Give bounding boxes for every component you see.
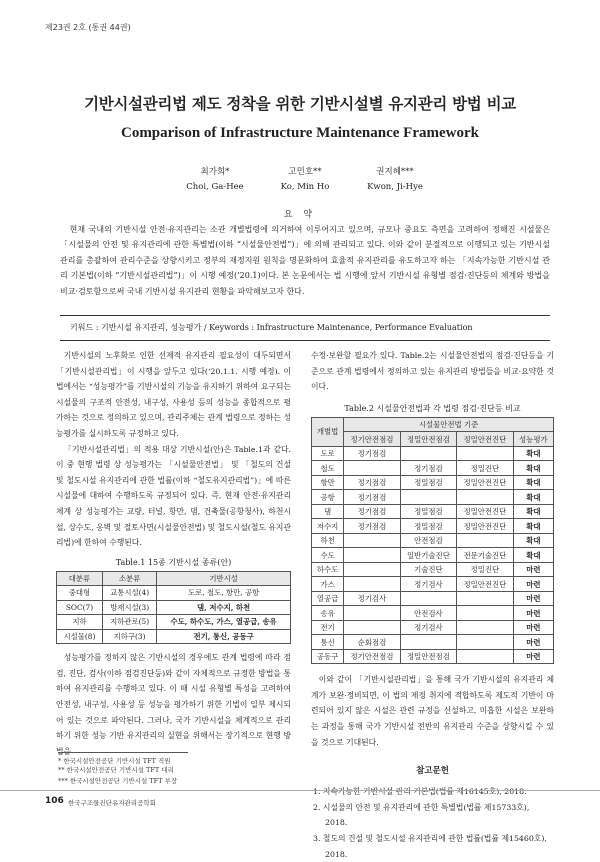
- table-cell: 확대: [513, 461, 553, 476]
- table-cell: 확대: [513, 490, 553, 505]
- table-cell: 마련: [513, 620, 553, 635]
- table-cell: 순회점검: [344, 635, 400, 650]
- table-cell: 마련: [513, 635, 553, 650]
- table-row: [57, 586, 291, 601]
- table-cell: 중대형: [57, 586, 103, 601]
- table-cell: 공동구: [312, 649, 344, 664]
- table-cell: 공항: [312, 490, 344, 505]
- table-row: [312, 649, 554, 664]
- table-row: [312, 620, 554, 635]
- abstract-text: 현재 국내의 기반시설 안전·유지관리는 소관 개별법령에 의거하여 이루어지고 있으며, 규모나 중요도 측면을 고려하여 정해진 시설물은 「시설물의 안전 및 유지관리에 관한 특별법(이하 “시설물안전법”)」에 의해 관리되고 있다. 이와 같이 분절적으로 이행되고 있는 기반시설 관리를 총괄하여 관리수준을 상향시키고 정부의 재정지원 원칙을 명문화하여 효율적 유지관리를 유도하고자 하는 「지속가능한 기반시설 관리 기본법(이하 “기반시설관리법”)」이 시행 예정(‘20.1)이다. 본 논문에서는 법 시행에 앞서 기반시설 유형별 점검·진단등의 체계와 방법을 비교·검토함으로써 국내 기반시설 유지관리 현황을 파악해보고자 한다.: [60, 225, 550, 296]
- table-cell: 마련: [513, 577, 553, 592]
- table-row: [57, 600, 291, 615]
- table2-header: 정밀안전점검: [400, 432, 456, 447]
- footnote: * 한국시설안전공단 기반시설 TFT 직원: [58, 752, 188, 765]
- table-cell: 안전검사: [400, 606, 456, 621]
- table-cell: 마련: [513, 562, 553, 577]
- reference-item: 2. 시설물의 안전 및 유지관리에 관한 특별법(법률 제15733호), 2018.: [313, 802, 530, 828]
- table-cell: 댐: [312, 504, 344, 519]
- table-row: [312, 635, 554, 650]
- table-cell: 마련: [513, 649, 553, 664]
- footnote: ** 한국시설안전공단 기반시설 TFT 대리: [58, 766, 174, 774]
- table-cell: 정기점검: [400, 461, 456, 476]
- table-row: [312, 606, 554, 621]
- paragraph: 이와 같이 「기반시설관리법」을 통해 국가 기반시설의 유지관리 체계가 보완·정비되면, 이 법의 제정 취지에 적합하도록 제도적 기반이 마련되어 있지 않은 시설은 관련 규정을 신설하고, 미흡한 시설은 보완하는 과정을 통해 국가 기반시설 전반의 유지관리 수준을 상향시킬 수 있을 것으로 기대된다.: [311, 675, 554, 747]
- table-cell: 지하: [57, 615, 103, 630]
- table-cell: 정기점검: [344, 504, 400, 519]
- page-number: 106: [45, 796, 64, 806]
- table-cell: 방재시설(3): [102, 600, 156, 615]
- table-cell: [400, 446, 456, 461]
- table-cell: SOC(7): [57, 600, 103, 615]
- table-cell: 정밀점검: [400, 519, 456, 534]
- table-cell: 정기검사: [344, 591, 400, 606]
- table-cell: 정기점검: [344, 446, 400, 461]
- table-cell: [457, 490, 513, 505]
- table-cell: 도로, 철도, 항만, 공항: [157, 586, 291, 601]
- table-cell: 정밀안전진단: [457, 577, 513, 592]
- table-cell: 정기점검: [344, 475, 400, 490]
- table-cell: 지하구(3): [102, 629, 156, 644]
- table-row: [312, 591, 554, 606]
- table-cell: 전기: [312, 620, 344, 635]
- table-cell: 도로: [312, 446, 344, 461]
- author-name-en: Kwon, Ji-Hye: [367, 182, 423, 192]
- reference-item: 3. 철도의 건설 및 철도시설 유지관리에 관한 법률(법률 제15460호), 2018.: [313, 834, 547, 859]
- footer-divider: [0, 790, 600, 791]
- table-cell: 정밀점검: [400, 475, 456, 490]
- table1-header: 기반시설: [157, 571, 291, 586]
- table-cell: 시설물(8): [57, 629, 103, 644]
- table-cell: 정기안전점검: [344, 649, 400, 664]
- title-korean: 기반시설관리법 제도 정착을 위한 기반시설별 유지관리 방법 비교: [84, 94, 516, 113]
- table-cell: [457, 649, 513, 664]
- table-cell: 정기검사: [400, 620, 456, 635]
- table-cell: 수도: [312, 548, 344, 563]
- table-cell: [457, 591, 513, 606]
- table-cell: 전문기술진단: [457, 548, 513, 563]
- table-row: [312, 504, 554, 519]
- table-cell: 정밀안전진단: [457, 519, 513, 534]
- table-row: [312, 446, 554, 461]
- table1-header: 대분류: [57, 571, 103, 586]
- table-cell: 항만: [312, 475, 344, 490]
- table2-caption: Table.2 시설물안전법과 각 법령 점검·진단등 비교: [344, 403, 521, 413]
- table1-caption: Table.1 15종 기반시설 종류(안): [115, 557, 232, 567]
- table2-header: 개별법: [312, 417, 344, 446]
- reference-item: 1. 지속가능한 기반시설 관리 기본법(법률 제16145호), 2018.: [313, 787, 527, 797]
- table-row: [312, 577, 554, 592]
- table-cell: 통신: [312, 635, 344, 650]
- table-cell: [400, 635, 456, 650]
- paragraph: 수정·보완할 필요가 있다. Table.2는 시설물안전법의 점검·진단등을 기준으로 관계 법령에서 정의하고 있는 유지관리 방법들을 비교·요약한 것이다.: [311, 351, 554, 392]
- table-cell: 하천: [312, 533, 344, 548]
- table-cell: 정밀진단: [457, 461, 513, 476]
- paragraph: 기반시설의 노후화로 인한 선제적 유지관리 필요성이 대두되면서 「기반시설관리법」이 시행을 앞두고 있다(‘20.1.1. 시행 예정). 이 법에서는 “성능평가”를 기반시설의 기능을 유지하기 위하여 요구되는 시설물의 구조적 안전성, 내구성, 사용성 등의 성능을 종합적으로 평가하는 것으로 정의하고 있으며, 관리주체는 관계 법령으로 정하는 성능평가를 실시하도록 규정하고 있다.: [56, 351, 291, 438]
- table-cell: [457, 620, 513, 635]
- table-cell: 마련: [513, 591, 553, 606]
- references-list: [311, 784, 554, 862]
- table2-header: 시설물안전법 기준: [344, 417, 554, 432]
- author-name-en: Ko, Min Ho: [280, 182, 330, 192]
- table-cell: 확대: [513, 533, 553, 548]
- table-row: [312, 490, 554, 505]
- table-cell: 안전점검: [400, 533, 456, 548]
- left-column: [56, 348, 291, 759]
- table-cell: [457, 635, 513, 650]
- author-name-ko: 최가희*: [200, 167, 230, 177]
- table-cell: [400, 591, 456, 606]
- author-1: [170, 165, 260, 195]
- table-cell: [344, 577, 400, 592]
- table-cell: 수도, 하수도, 가스, 열공급, 송유: [157, 615, 291, 630]
- table-cell: 확대: [513, 475, 553, 490]
- table-cell: 마련: [513, 606, 553, 621]
- table-cell: 하수도: [312, 562, 344, 577]
- table-cell: 저수지: [312, 519, 344, 534]
- table-cell: 송유: [312, 606, 344, 621]
- table-cell: 기술진단: [400, 562, 456, 577]
- paragraph: 「기반시설관리법」의 적용 대상 기반시설(안)은 Table.1과 같다. 이 중 현행 법령 상 성능평가는 「시설물안전법」 및 「철도의 건설 및 철도시설 유지관리에 관한 법률(이하 “철도유지관리법”)」에 따른 시설물에 대하여 수행하도록 규정되어 있다. 즉, 현재 안전·유지관리체계 상 성능평가는 교량, 터널, 항만, 댐, 건축물(공항청사), 하천시설, 상수도, 옹벽 및 절토사면(시설물안전법) 및 철도시설(철도 유지관리법)에 한하여 수행된다.: [56, 444, 291, 548]
- table-row: [312, 519, 554, 534]
- table-cell: 철도: [312, 461, 344, 476]
- table-cell: [344, 606, 400, 621]
- table-cell: 정밀점검: [400, 504, 456, 519]
- table-cell: 정밀안전진단: [457, 475, 513, 490]
- table-cell: 가스: [312, 577, 344, 592]
- table-row: [312, 461, 554, 476]
- table-cell: [344, 620, 400, 635]
- table-cell: [344, 562, 400, 577]
- table-cell: 정밀진단: [457, 562, 513, 577]
- table-cell: 열공급: [312, 591, 344, 606]
- table-row: [57, 629, 291, 644]
- author-name-ko: 고민호**: [288, 167, 322, 177]
- author-2: [260, 165, 350, 195]
- keywords: 키워드 : 기반시설 유지관리, 성능평가 / Keywords : Infrastructure Maintenance, Performance Evaluation: [60, 315, 550, 341]
- author-name-en: Choi, Ga-Hee: [186, 182, 244, 192]
- table-cell: [457, 606, 513, 621]
- issue-label: 제23권 2호 (통권 44권): [45, 23, 131, 32]
- table-cell: [457, 533, 513, 548]
- table-cell: 정기점검: [344, 490, 400, 505]
- table-cell: 정기검사: [400, 577, 456, 592]
- journal-name: 한국구조물진단유지관리공학회: [68, 799, 156, 807]
- table-cell: 댐, 저수지, 하천: [157, 600, 291, 615]
- table-cell: 일반기술진단: [400, 548, 456, 563]
- table2-header: 정기안전점검: [344, 432, 400, 447]
- author-name-ko: 권지혜***: [376, 167, 414, 177]
- table-cell: 정밀안전점검: [400, 649, 456, 664]
- table-row: [312, 548, 554, 563]
- table-cell: [400, 490, 456, 505]
- table-row: [312, 475, 554, 490]
- table-cell: 확대: [513, 446, 553, 461]
- author-3: [350, 165, 440, 195]
- table-cell: 전기, 통신, 공동구: [157, 629, 291, 644]
- table-cell: 확대: [513, 504, 553, 519]
- table1-header: 소분류: [102, 571, 156, 586]
- table2-header: 성능평가: [513, 432, 553, 447]
- table-cell: 정밀안전진단: [457, 504, 513, 519]
- table-cell: [344, 461, 400, 476]
- references-heading: 참고문헌: [416, 766, 449, 777]
- table-row: [312, 533, 554, 548]
- right-column: [311, 348, 554, 862]
- table-row: [312, 562, 554, 577]
- table-cell: [344, 548, 400, 563]
- table-cell: 지하관로(5): [102, 615, 156, 630]
- table2: [311, 417, 554, 665]
- table1: [56, 571, 291, 645]
- table-row: [57, 615, 291, 630]
- table2-header: 정밀안전진단: [457, 432, 513, 447]
- table-cell: 확대: [513, 548, 553, 563]
- abstract-heading: 요 약: [283, 210, 317, 220]
- table-cell: 확대: [513, 519, 553, 534]
- table-cell: 교통시설(4): [102, 586, 156, 601]
- footnote: *** 한국시설안전공단 기반시설 TFT 부장: [58, 777, 178, 785]
- table-cell: [344, 533, 400, 548]
- table-cell: 정기점검: [344, 519, 400, 534]
- paragraph: 성능평가를 정하지 않은 기반시설의 경우에도 관계 법령에 따라 점검, 진단, 검사(이하 점검진단등)와 같이 자체적으로 규정한 방법을 통하여 유지관리를 수행하고 있다. 이 때 시설 유형별 특성을 고려하여 안전성, 내구성, 사용성 등 성능을 평가하기 위한 기법이 일부 제시되어 있는 것으로 파악된다. 그러나, 국가 기반시설을 체계적으로 관리하기 위한 성능 기반 유지관리의 실현을 위해서는 장기적으로 현행 방법을: [56, 653, 291, 756]
- table-cell: [457, 446, 513, 461]
- title-english: Comparison of Infrastructure Maintenance Framework: [120, 125, 479, 141]
